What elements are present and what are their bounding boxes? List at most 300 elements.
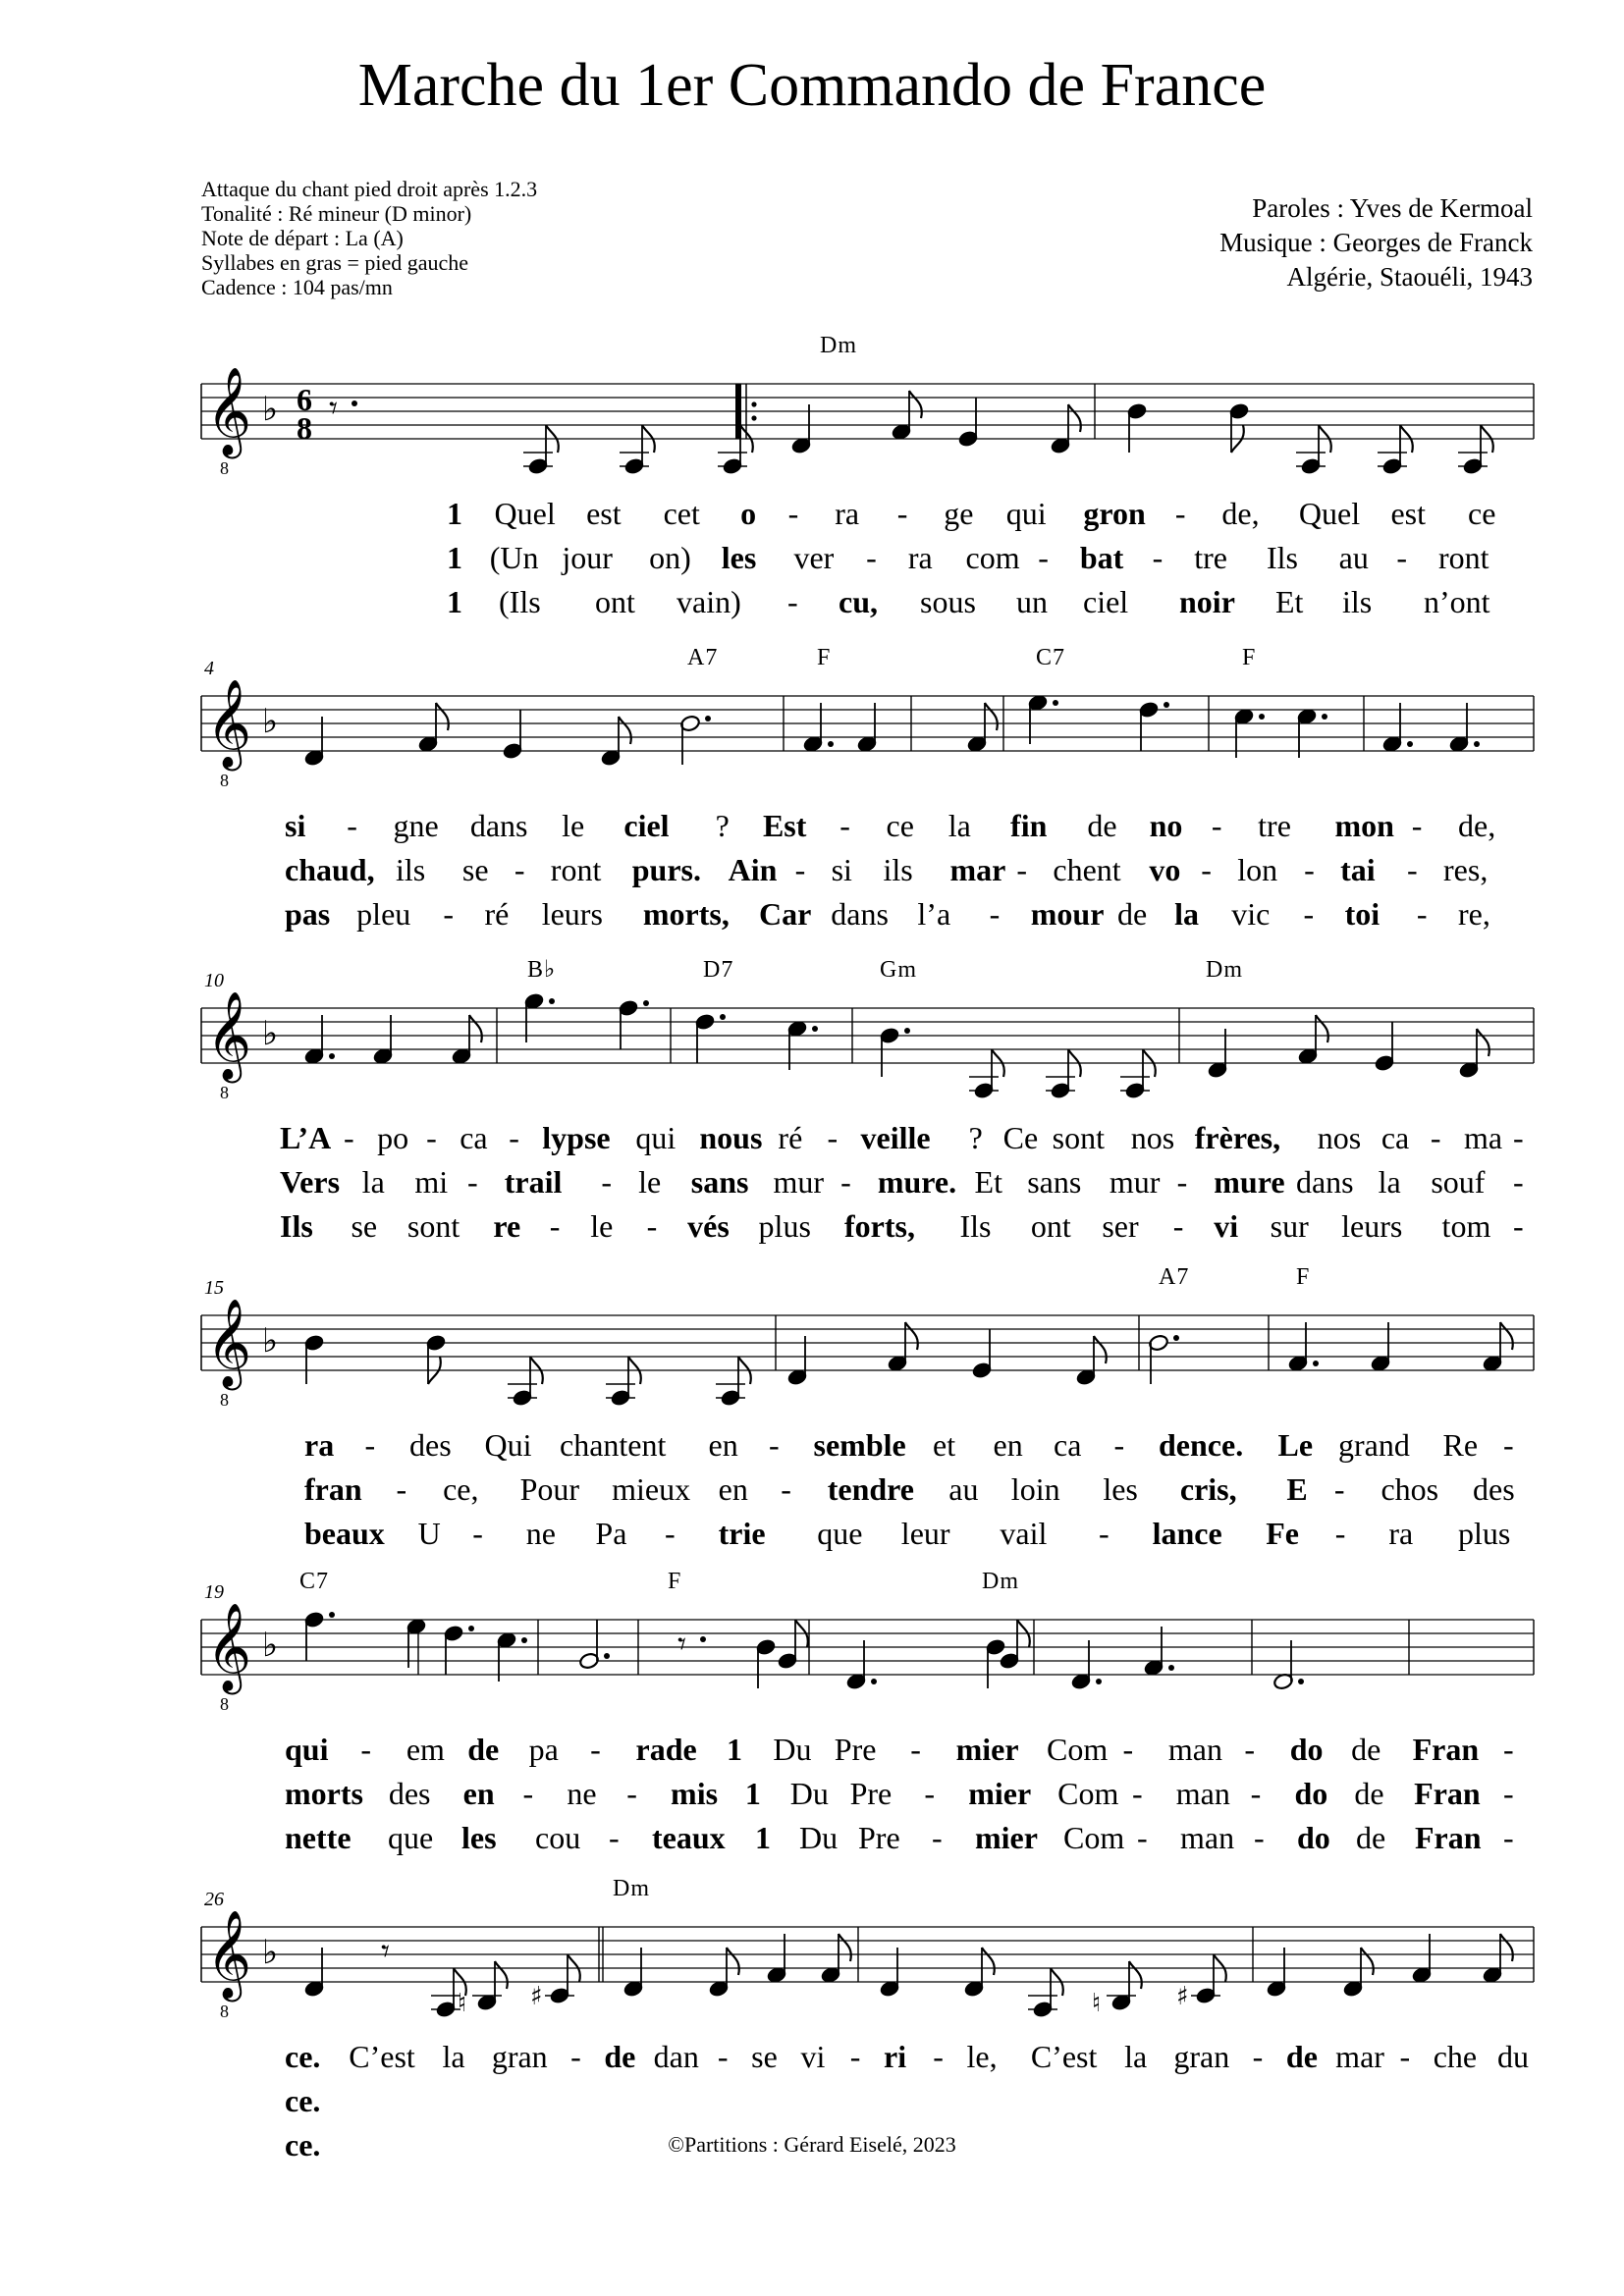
- lyric-syllable: les: [461, 1820, 497, 1855]
- lyric-syllable: com: [965, 540, 1020, 575]
- lyric-syllable: lypse: [542, 1120, 611, 1155]
- lyric-syllable: -: [590, 1732, 601, 1767]
- lyric-syllable: frères,: [1194, 1120, 1281, 1155]
- eighth-flag: [495, 1961, 508, 1989]
- lyric-syllable: de: [1354, 1776, 1384, 1811]
- lyric-syllable: noir: [1179, 584, 1235, 619]
- lyric-line: [304, 1471, 1515, 1507]
- lyric-syllable: se: [461, 852, 489, 887]
- lyric-syllable: -: [924, 1776, 936, 1811]
- lyric-syllable: em: [406, 1732, 445, 1767]
- staff-system: [201, 1876, 1534, 2163]
- lyric-syllable: nette: [285, 1820, 352, 1855]
- lyric-syllable: -: [347, 808, 357, 843]
- treble-clef-icon: 𝄞: [206, 679, 252, 768]
- composer-credit: Musique : Georges de Franck: [1219, 228, 1533, 257]
- lyric-syllable: -: [769, 1427, 780, 1463]
- lyric-syllable: -: [1152, 540, 1164, 575]
- eighth-flag: [469, 1015, 482, 1042]
- lyric-syllable: -: [1038, 540, 1049, 575]
- lyric-syllable: C’est: [349, 2039, 415, 2074]
- lyric-syllable: ?: [968, 1120, 983, 1155]
- lyric-syllable: dans: [469, 808, 528, 843]
- lyric-syllable: -: [910, 1732, 921, 1767]
- lyric-syllable: nos: [1317, 1120, 1362, 1155]
- lyric-syllable: souf: [1431, 1164, 1486, 1200]
- lyric-syllable: -: [509, 1120, 519, 1155]
- lyric-syllable: de: [604, 2039, 636, 2074]
- lyric-syllable: sont: [406, 1208, 460, 1244]
- lyric-syllable: des: [409, 1427, 452, 1463]
- lyric-syllable: vés: [687, 1208, 730, 1244]
- octave-eight-icon: 8: [220, 771, 229, 790]
- lyric-syllable: de: [467, 1732, 500, 1767]
- lyric-syllable: de: [1116, 896, 1148, 932]
- chord-symbol: D7: [703, 957, 734, 983]
- lyric-syllable: do: [1289, 1732, 1324, 1767]
- lyric-syllable: cet: [663, 496, 700, 531]
- lyric-syllable: leurs: [1341, 1208, 1403, 1244]
- lyric-syllable: ce.: [285, 2083, 321, 2118]
- lyric-syllable: -: [364, 1427, 376, 1463]
- lyric-syllable: ne: [567, 1776, 597, 1811]
- eighth-flag: [619, 717, 631, 744]
- lyric-syllable: Fran: [1414, 1776, 1481, 1811]
- lyric-syllable: se: [751, 2039, 778, 2074]
- lyric-syllable: -: [896, 496, 908, 531]
- lyric-syllable: -: [932, 1820, 943, 1855]
- staff-system: [201, 957, 1534, 1244]
- lyric-syllable: Pre: [858, 1820, 900, 1855]
- lyric-syllable: fran: [304, 1471, 362, 1507]
- lyric-syllable: -: [1254, 1820, 1265, 1855]
- lyric-syllable: -: [1250, 1776, 1262, 1811]
- time-signature-bottom: 8: [297, 410, 312, 446]
- lyric-syllable: no: [1149, 808, 1183, 843]
- lyric-syllable: mure: [1214, 1164, 1285, 1200]
- chord-symbol: A7: [687, 645, 719, 670]
- lyric-line: [280, 1164, 1524, 1200]
- lyric-syllable: ce: [1468, 496, 1496, 531]
- lyric-syllable: n’ont: [1424, 584, 1490, 619]
- lyric-syllable: l’a: [917, 896, 951, 932]
- place-date: Algérie, Staouéli, 1943: [1286, 262, 1533, 292]
- lyric-syllable: nos: [1130, 1120, 1175, 1155]
- lyric-syllable: fin: [1010, 808, 1048, 843]
- lyric-syllable: man: [1175, 1776, 1230, 1811]
- lyric-syllable: do: [1297, 1820, 1330, 1855]
- dot-icon: [1168, 1665, 1174, 1671]
- lyric-syllable: mier: [955, 1732, 1019, 1767]
- eighth-flag: [905, 1322, 918, 1350]
- lyric-syllable: mieux: [612, 1471, 691, 1507]
- lyric-syllable: veille: [860, 1120, 931, 1155]
- lyric-syllable: -: [1137, 1820, 1148, 1855]
- lyricist-credit: Paroles : Yves de Kermoal: [1252, 193, 1533, 223]
- lyric-syllable: 1: [447, 540, 462, 575]
- lyric-syllable: Quel: [1298, 496, 1361, 531]
- dot-icon: [812, 1026, 818, 1032]
- lyric-syllable: sous: [920, 584, 976, 619]
- lyric-syllable: -: [1252, 2039, 1264, 2074]
- lyric-syllable: -: [1430, 1120, 1441, 1155]
- lyric-syllable: Com: [1063, 1820, 1125, 1855]
- lyric-syllable: vail: [1000, 1516, 1048, 1551]
- lyric-syllable: la: [1124, 2039, 1148, 2074]
- lyric-syllable: ri: [884, 2039, 907, 2074]
- lyric-syllable: ca: [1380, 1120, 1410, 1155]
- measure-number: 19: [204, 1581, 224, 1603]
- lyric-syllable: plus: [1458, 1516, 1511, 1551]
- lyric-syllable: -: [794, 852, 806, 887]
- lyric-syllable: ront: [1438, 540, 1489, 575]
- lyric-syllable: Ils: [959, 1208, 992, 1244]
- dot-icon: [521, 1637, 527, 1643]
- lyric-syllable: la: [442, 2039, 465, 2074]
- lyric-syllable: -: [1016, 852, 1028, 887]
- dot-icon: [352, 400, 357, 406]
- lyric-syllable: mier: [975, 1820, 1038, 1855]
- note-line: Attaque du chant pied droit après 1.2.3: [201, 177, 538, 201]
- lyric-syllable: de: [1351, 1732, 1381, 1767]
- lyric-syllable: Ils: [280, 1208, 313, 1244]
- dot-icon: [1407, 741, 1413, 747]
- chord-symbol: Dm: [982, 1569, 1019, 1594]
- lyric-syllable: semble: [813, 1427, 906, 1463]
- eighth-flag: [839, 1934, 851, 1961]
- lyric-syllable: -: [1411, 808, 1423, 843]
- lyric-syllable: mar: [949, 852, 1006, 887]
- lyric-syllable: -: [522, 1776, 534, 1811]
- lyric-syllable: purs.: [631, 852, 701, 887]
- eighth-flag: [909, 391, 922, 418]
- lyric-syllable: -: [827, 1120, 839, 1155]
- lyric-syllable: mis: [671, 1776, 719, 1811]
- lyric-syllable: pas: [285, 896, 331, 932]
- lyric-syllable: -: [426, 1120, 437, 1155]
- lyric-syllable: (Un: [489, 540, 539, 575]
- octave-eight-icon: 8: [220, 1694, 229, 1714]
- lyric-syllable: Du: [789, 1776, 829, 1811]
- chord-symbol: C7: [1036, 645, 1066, 670]
- chord-symbol: B♭: [527, 957, 557, 983]
- lyric-syllable: -: [1503, 1776, 1514, 1811]
- lyric-syllable: ra: [304, 1427, 335, 1463]
- lyric-syllable: est: [1390, 496, 1427, 531]
- lyric-syllable: lance: [1152, 1516, 1222, 1551]
- treble-clef-icon: 𝄞: [206, 1299, 252, 1387]
- lyric-syllable: sont: [1052, 1120, 1106, 1155]
- lyric-syllable: ge: [944, 496, 974, 531]
- lyric-syllable: chantent: [560, 1427, 667, 1463]
- key-signature-flat-icon: ♭: [262, 1321, 279, 1361]
- lyric-syllable: -: [646, 1208, 658, 1244]
- dot-icon: [1173, 1335, 1179, 1341]
- lyric-syllable: ra: [907, 540, 933, 575]
- lyric-syllable: du: [1497, 2039, 1529, 2074]
- octave-eight-icon: 8: [220, 1083, 229, 1102]
- lyric-syllable: -: [787, 496, 799, 531]
- lyric-syllable: -: [360, 1732, 372, 1767]
- lyric-syllable: re: [493, 1208, 521, 1244]
- eighth-rest-icon: 𝄾: [381, 1932, 391, 1971]
- lyric-syllable: gne: [393, 808, 439, 843]
- lyric-syllable: et: [933, 1427, 956, 1463]
- dot-icon: [1298, 1679, 1304, 1684]
- lyric-syllable: tom: [1441, 1208, 1491, 1244]
- lyric-syllable: le: [590, 1208, 614, 1244]
- lyric-syllable: ce.: [285, 2039, 321, 2074]
- treble-clef-icon: 𝄞: [206, 991, 252, 1080]
- dot-icon: [1164, 702, 1169, 708]
- key-signature-flat-icon: ♭: [262, 1014, 279, 1053]
- lyric-syllable: Pa: [595, 1516, 627, 1551]
- lyric-syllable: res,: [1443, 852, 1489, 887]
- lyric-syllable: mour: [1030, 896, 1105, 932]
- lyric-syllable: la: [947, 808, 971, 843]
- lyric-syllable: ma: [1463, 1120, 1503, 1155]
- dot-icon: [1259, 714, 1265, 720]
- lyric-syllable: -: [1174, 496, 1186, 531]
- lyric-syllable: -: [1304, 852, 1315, 887]
- lyric-syllable: -: [467, 1164, 478, 1200]
- lyric-syllable: si: [285, 808, 306, 843]
- lyric-syllable: tre: [1258, 808, 1291, 843]
- lyric-syllable: leur: [900, 1516, 950, 1551]
- lyric-syllable: man: [1180, 1820, 1235, 1855]
- sharp-icon: ♯: [1176, 1982, 1189, 2011]
- lyric-syllable: des: [388, 1776, 431, 1811]
- lyric-syllable: qui: [635, 1120, 677, 1155]
- lyric-syllable: ce: [886, 808, 914, 843]
- eighth-flag: [1094, 1336, 1107, 1363]
- lyric-syllable: cou: [535, 1820, 581, 1855]
- lyric-syllable: le,: [966, 2039, 998, 2074]
- lyric-syllable: en: [993, 1427, 1023, 1463]
- chord-symbol: F: [817, 645, 832, 670]
- lyric-syllable: ca: [460, 1120, 488, 1155]
- measure-number: 15: [204, 1277, 224, 1299]
- lyric-syllable: lon: [1237, 852, 1278, 887]
- lyric-syllable: ciel: [623, 808, 670, 843]
- note-line: Cadence : 104 pas/mn: [201, 275, 393, 299]
- lyric-syllable: C’est: [1030, 2039, 1098, 2074]
- lyric-syllable: -: [849, 2039, 861, 2074]
- lyric-syllable: -: [989, 896, 1001, 932]
- lyric-syllable: ne: [525, 1516, 557, 1551]
- lyric-syllable: ciel: [1083, 584, 1129, 619]
- lyric-syllable: Du: [773, 1732, 812, 1767]
- lyric-syllable: do: [1294, 1776, 1328, 1811]
- lyric-syllable: tendre: [827, 1471, 915, 1507]
- eighth-flag: [1500, 1322, 1513, 1350]
- lyric-syllable: -: [1503, 1732, 1514, 1767]
- lyric-syllable: Du: [799, 1820, 839, 1855]
- lyric-syllable: mar: [1335, 2039, 1384, 2074]
- lyric-syllable: man: [1167, 1732, 1222, 1767]
- lyric-syllable: Vers: [280, 1164, 341, 1200]
- lyric-syllable: de: [1087, 808, 1117, 843]
- eighth-rest-icon: 𝄾: [329, 389, 339, 428]
- lyric-syllable: vain): [677, 584, 741, 619]
- note-line: Note de départ : La (A): [201, 226, 404, 250]
- lyric-line: [447, 496, 1495, 531]
- lyric-syllable: les: [1103, 1471, 1138, 1507]
- lyric-syllable: -: [609, 1820, 620, 1855]
- lyric-syllable: teaux: [652, 1820, 726, 1855]
- lyric-syllable: grand: [1338, 1427, 1410, 1463]
- lyric-syllable: mur: [1109, 1164, 1161, 1200]
- lyric-syllable: Le: [1277, 1427, 1314, 1463]
- dot-icon: [1053, 700, 1058, 706]
- lyric-syllable: re,: [1458, 896, 1490, 932]
- octave-eight-icon: 8: [220, 1390, 229, 1410]
- key-signature-flat-icon: ♭: [262, 1933, 279, 1972]
- lyric-syllable: Ce: [1002, 1120, 1039, 1155]
- eighth-rest-icon: 𝄾: [677, 1625, 687, 1664]
- chord-symbol: Dm: [820, 333, 857, 358]
- dot-icon: [643, 1000, 649, 1006]
- dot-icon: [329, 1612, 335, 1618]
- lyric-syllable: -: [1176, 1164, 1188, 1200]
- lyric-syllable: au: [948, 1471, 979, 1507]
- eighth-flag: [985, 703, 998, 730]
- lyric-syllable: leurs: [541, 896, 603, 932]
- lyric-syllable: de,: [1221, 496, 1260, 531]
- lyric-syllable: tai: [1340, 852, 1376, 887]
- lyric-syllable: -: [866, 540, 877, 575]
- lyric-syllable: ré: [484, 896, 510, 932]
- lyric-line: [285, 1776, 1514, 1811]
- staff-system: [201, 1264, 1534, 1551]
- lyric-syllable: -: [396, 1471, 407, 1507]
- lyric-syllable: forts,: [844, 1208, 915, 1244]
- lyric-syllable: rade: [635, 1732, 697, 1767]
- copyright-footer: ©Partitions : Gérard Eiselé, 2023: [668, 2132, 956, 2157]
- lyric-syllable: cris,: [1179, 1471, 1237, 1507]
- lyric-syllable: Qui: [484, 1427, 532, 1463]
- lyric-syllable: -: [549, 1208, 561, 1244]
- chord-symbol: Gm: [880, 957, 917, 983]
- lyric-syllable: -: [840, 1164, 851, 1200]
- measure-number: 26: [204, 1889, 224, 1910]
- lyric-syllable: pa: [528, 1732, 559, 1767]
- lyric-syllable: au: [1338, 540, 1369, 575]
- lyric-syllable: -: [601, 1164, 613, 1200]
- dot-icon: [1322, 714, 1327, 720]
- lyric-syllable: -: [1099, 1516, 1110, 1551]
- lyric-line: [285, 1820, 1514, 1855]
- lyric-syllable: bat: [1079, 540, 1124, 575]
- lyric-syllable: -: [1333, 1471, 1345, 1507]
- lyric-line: [285, 852, 1488, 887]
- eighth-flag: [1500, 1934, 1513, 1961]
- lyric-syllable: mi: [414, 1164, 449, 1200]
- lyric-line: [447, 540, 1489, 575]
- dot-icon: [904, 1028, 910, 1034]
- lyric-syllable: 1: [726, 1732, 742, 1767]
- chord-symbol: F: [1242, 645, 1257, 670]
- lyric-syllable: -: [1503, 1820, 1514, 1855]
- lyric-syllable: chent: [1053, 852, 1121, 887]
- lyric-syllable: -: [1201, 852, 1212, 887]
- staff-system: [201, 333, 1534, 619]
- dot-icon: [468, 1626, 474, 1631]
- key-signature-flat-icon: ♭: [262, 390, 279, 429]
- lyric-syllable: morts: [285, 1776, 363, 1811]
- lyric-syllable: en: [462, 1776, 495, 1811]
- lyric-syllable: o: [740, 496, 757, 531]
- lyric-syllable: mier: [968, 1776, 1032, 1811]
- lyric-syllable: plus: [758, 1208, 811, 1244]
- dot-icon: [700, 1636, 706, 1642]
- lyric-syllable: la: [1174, 896, 1200, 932]
- lyric-syllable: gron: [1083, 496, 1146, 531]
- key-signature-flat-icon: ♭: [262, 702, 279, 741]
- lyric-syllable: qui: [1005, 496, 1047, 531]
- lyric-syllable: dan: [653, 2039, 699, 2074]
- lyric-syllable: L’A: [280, 1120, 332, 1155]
- lyric-line: [285, 808, 1495, 843]
- lyric-syllable: les: [721, 540, 757, 575]
- lyric-syllable: le: [562, 808, 585, 843]
- lyric-syllable: de: [1356, 1820, 1386, 1855]
- lyric-syllable: -: [1399, 2039, 1411, 2074]
- eighth-flag: [1316, 1015, 1328, 1042]
- lyric-syllable: gran: [491, 2039, 548, 2074]
- lyric-syllable: toi: [1344, 896, 1380, 932]
- lyric-syllable: vi: [1214, 1208, 1239, 1244]
- lyric-syllable: -: [1303, 896, 1315, 932]
- lyric-line: [447, 584, 1490, 619]
- sharp-icon: ♯: [530, 1982, 543, 2011]
- lyric-syllable: Est: [762, 808, 807, 843]
- lyric-syllable: Pre: [834, 1732, 877, 1767]
- eighth-flag: [1477, 1029, 1489, 1056]
- lyric-syllable: -: [1334, 1516, 1346, 1551]
- staff-system: [201, 645, 1534, 932]
- lyric-syllable: -: [1122, 1732, 1134, 1767]
- eighth-flag: [1068, 404, 1081, 432]
- lyric-syllable: -: [717, 2039, 729, 2074]
- lyric-syllable: -: [665, 1516, 676, 1551]
- lyric-syllable: de: [1285, 2039, 1318, 2074]
- dot-icon: [549, 998, 555, 1004]
- natural-icon: ♮: [1092, 1989, 1102, 2018]
- lyric-syllable: Car: [759, 896, 812, 932]
- lyric-syllable: on): [649, 540, 691, 575]
- lyric-syllable: ont: [595, 584, 635, 619]
- lyric-syllable: jour: [562, 540, 613, 575]
- lyric-syllable: Pre: [849, 1776, 893, 1811]
- lyric-syllable: est: [586, 496, 622, 531]
- lyric-syllable: ca: [1054, 1427, 1082, 1463]
- lyric-syllable: de,: [1458, 808, 1496, 843]
- lyric-syllable: -: [1513, 1120, 1524, 1155]
- lyric-syllable: Et: [974, 1164, 1002, 1200]
- lyric-syllable: -: [472, 1516, 483, 1551]
- lyric-syllable: 1: [447, 496, 462, 531]
- note-line: Tonalité : Ré mineur (D minor): [201, 201, 472, 226]
- dot-icon: [720, 1014, 726, 1020]
- lyric-syllable: dence.: [1159, 1427, 1244, 1463]
- lyric-syllable: -: [570, 2039, 581, 2074]
- lyric-syllable: ils: [1342, 584, 1373, 619]
- repeat-dot: [751, 401, 756, 406]
- dot-icon: [1474, 741, 1480, 747]
- dot-icon: [329, 1053, 335, 1059]
- lyric-syllable: si: [831, 852, 852, 887]
